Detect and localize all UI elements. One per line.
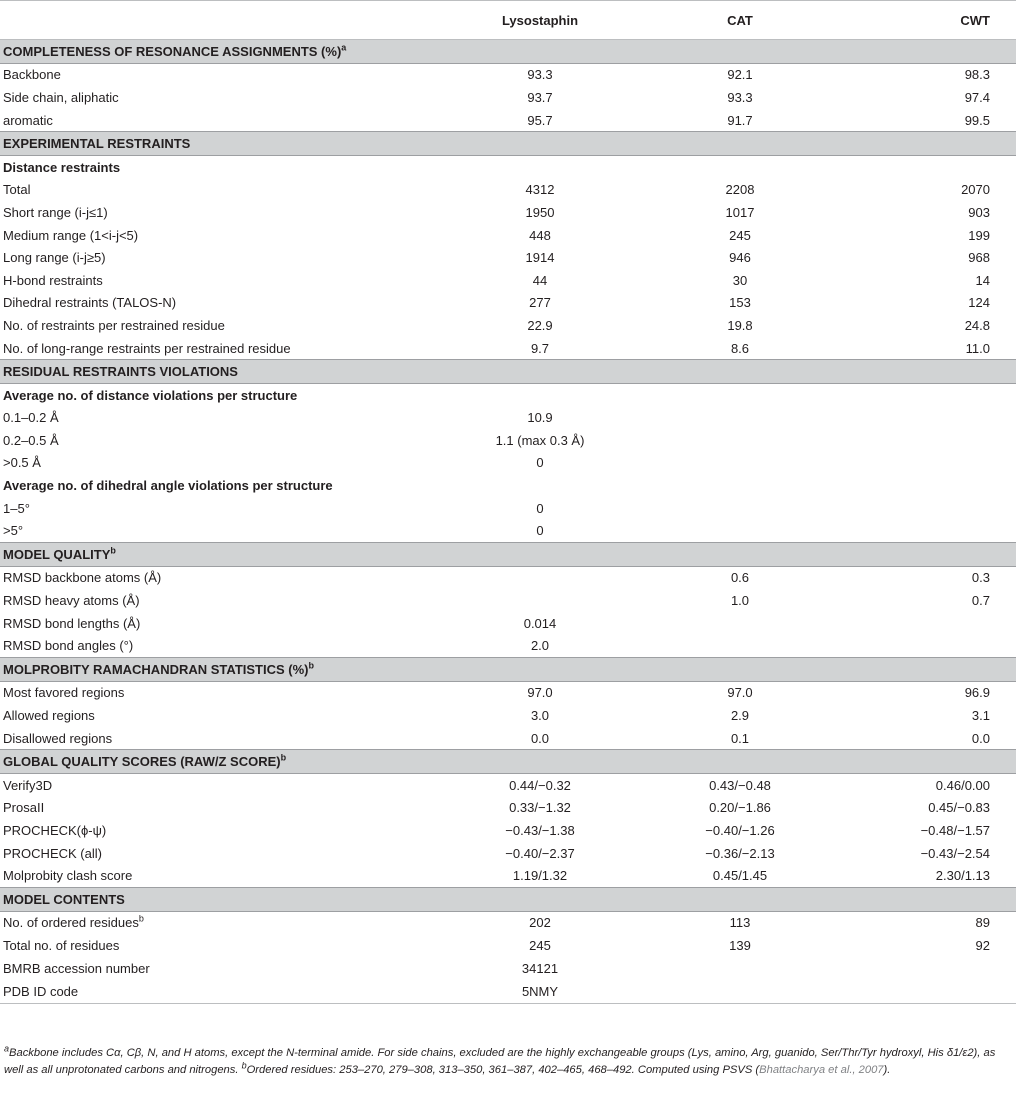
cwt-value: 0.45/−0.83	[928, 800, 990, 816]
footnote-mark: a	[341, 42, 347, 53]
cwt-value	[840, 429, 1016, 452]
section-header-row	[0, 360, 1016, 384]
section-title	[0, 658, 1016, 682]
section-title-text: GLOBAL QUALITY SCORES (RAW/Z SCORE)	[3, 754, 281, 770]
cat-value	[640, 612, 840, 635]
row-label	[0, 519, 440, 542]
table-row	[0, 269, 1016, 292]
row-label	[0, 864, 440, 887]
row-label	[0, 566, 440, 589]
footnote-mark: b	[280, 752, 287, 763]
row-label	[0, 774, 440, 797]
section-title-text: MODEL QUALITY	[3, 546, 111, 562]
row-label-text: Short range (i-j≤1)	[3, 204, 108, 220]
table-row	[0, 497, 1016, 520]
row-label-text: Molprobity clash score	[3, 868, 133, 884]
section-title	[0, 360, 1016, 384]
cat-value: −0.36/−2.13	[705, 845, 775, 861]
table-row	[0, 864, 1016, 887]
section-header-row	[0, 40, 1016, 64]
row-label-text: RMSD bond lengths (Å)	[3, 615, 141, 631]
cat-value	[640, 519, 840, 542]
row-label	[0, 704, 440, 727]
lysostaphin-value: 1.1 (max 0.3 Å)	[495, 432, 585, 448]
lysostaphin-value: 22.9	[527, 317, 553, 333]
cwt-value	[840, 957, 1016, 980]
cwt-value: 968	[968, 250, 990, 266]
cwt-value: 2.30/1.13	[935, 868, 990, 884]
table-row	[0, 63, 1016, 86]
row-label-text: PROCHECK(ϕ-ψ)	[3, 822, 107, 838]
lysostaphin-value: 1.19/1.32	[512, 868, 568, 884]
row-label	[0, 224, 440, 247]
row-label	[0, 337, 440, 360]
lysostaphin-value: 5NMY	[440, 979, 640, 1004]
lysostaphin-value: 202	[529, 915, 551, 931]
row-label	[0, 292, 440, 315]
table-row	[0, 246, 1016, 269]
lysostaphin-value: 9.7	[530, 340, 550, 356]
section-title-text: COMPLETENESS OF RESONANCE ASSIGNMENTS (%)	[3, 43, 342, 59]
footnote-mark: b	[110, 545, 116, 556]
cwt-value: 97.4	[964, 89, 990, 105]
cwt-value	[840, 519, 1016, 542]
row-label-text: RMSD backbone atoms (Å)	[3, 570, 162, 586]
row-label	[0, 797, 440, 820]
cwt-value	[840, 612, 1016, 635]
cwt-value	[840, 452, 1016, 475]
row-label-text: 0.1–0.2 Å	[3, 410, 59, 426]
table-row	[0, 979, 1016, 1004]
cwt-value: 0.46/0.00	[935, 777, 990, 793]
table-row	[0, 314, 1016, 337]
row-label	[0, 269, 440, 292]
row-label-text: H-bond restraints	[3, 272, 103, 288]
table-row	[0, 957, 1016, 980]
lysostaphin-value: 95.7	[527, 112, 553, 128]
cwt-value: 24.8	[964, 317, 990, 333]
lysostaphin-value: 1914	[525, 250, 555, 266]
row-label-text: Most favored regions	[3, 685, 125, 701]
row-label-text: PROCHECK (all)	[3, 845, 102, 861]
footnote-mark: b	[308, 660, 314, 671]
table-row	[0, 86, 1016, 109]
lysostaphin-value: 0	[536, 500, 544, 516]
lysostaphin-value: 93.3	[527, 67, 553, 83]
cat-value: 1.0	[730, 593, 750, 609]
row-label	[0, 612, 440, 635]
table-row	[0, 911, 1016, 934]
cat-value: 1017	[725, 204, 755, 220]
cat-value: 8.6	[730, 340, 750, 356]
cat-value: 19.8	[727, 317, 753, 333]
table-row	[0, 109, 1016, 132]
section-header-row	[0, 543, 1016, 567]
cwt-value	[840, 497, 1016, 520]
section-header-row	[0, 658, 1016, 682]
section-title-text: MODEL CONTENTS	[3, 891, 125, 907]
subsection-title: Average no. of dihedral angle violations per structure	[3, 478, 333, 494]
row-label	[0, 727, 440, 750]
row-label	[0, 634, 440, 657]
row-label-text: Medium range (1<i-j<5)	[3, 227, 139, 243]
subsection-row	[0, 474, 1016, 497]
lysostaphin-value: 0.44/−0.32	[509, 777, 571, 793]
cwt-value	[840, 634, 1016, 657]
table-row	[0, 452, 1016, 475]
lysostaphin-value: 0.33/−1.32	[509, 800, 571, 816]
lysostaphin-value: 97.0	[527, 685, 553, 701]
row-label	[0, 86, 440, 109]
row-label-text: 0.2–0.5 Å	[3, 432, 59, 448]
cat-value: 0.20/−1.86	[709, 800, 771, 816]
cat-value: 2.9	[730, 708, 750, 724]
section-header-row	[0, 887, 1016, 911]
row-label-text: >0.5 Å	[3, 455, 41, 471]
section-title	[0, 132, 1016, 156]
row-label-text: No. of ordered residues	[3, 915, 139, 931]
lysostaphin-value: 0	[536, 455, 544, 471]
row-label-text: RMSD heavy atoms (Å)	[3, 593, 140, 609]
table-footnote	[4, 1045, 1012, 1079]
header-cat: CAT	[640, 1, 840, 40]
cat-value: 91.7	[727, 112, 753, 128]
cat-value	[640, 497, 840, 520]
row-label-text: Side chain, aliphatic	[3, 89, 119, 105]
cwt-value: 98.3	[964, 67, 990, 83]
row-label	[0, 957, 440, 980]
cwt-value: 2070	[961, 182, 990, 198]
cwt-value: 14	[975, 272, 990, 288]
table-row	[0, 201, 1016, 224]
cat-value	[640, 407, 840, 430]
section-title-text: RESIDUAL RESTRAINTS VIOLATIONS	[3, 364, 238, 380]
table-row	[0, 292, 1016, 315]
lysostaphin-value: 34121	[521, 960, 559, 976]
cat-value	[640, 429, 840, 452]
lysostaphin-value: 2.0	[530, 638, 550, 654]
cat-value: 245	[729, 227, 751, 243]
lysostaphin-value: −0.40/−2.37	[505, 845, 575, 861]
section-header-row	[0, 750, 1016, 774]
header-cwt: CWT	[840, 1, 1016, 40]
footnote-b-text: Ordered residues: 253–270, 279–308, 313–350, 361–387, 402–465, 468–492. Computed using PSVS (	[246, 1064, 760, 1076]
row-label-text: No. of restraints per restrained residue	[3, 317, 225, 333]
cwt-value: 99.5	[964, 112, 990, 128]
lysostaphin-value	[440, 589, 640, 612]
table-row	[0, 842, 1016, 865]
row-label	[0, 842, 440, 865]
footnote-b-mark: b	[241, 1060, 247, 1071]
lysostaphin-value: 0.014	[523, 615, 557, 631]
section-title	[0, 750, 1016, 774]
row-label	[0, 589, 440, 612]
lysostaphin-value: 3.0	[530, 708, 550, 724]
table-row	[0, 704, 1016, 727]
table-row	[0, 589, 1016, 612]
row-label-text: No. of long-range restraints per restrained residue	[3, 340, 291, 356]
section-header-row	[0, 132, 1016, 156]
row-label-text: Verify3D	[3, 777, 53, 793]
lysostaphin-value: 93.7	[527, 89, 553, 105]
section-title-text: MOLPROBITY RAMACHANDRAN STATISTICS (%)	[3, 661, 309, 677]
cwt-value	[840, 407, 1016, 430]
row-label-text: aromatic	[3, 112, 53, 128]
cat-value: 92.1	[727, 67, 753, 83]
cat-value: 0.45/1.45	[712, 868, 768, 884]
subsection-row	[0, 155, 1016, 178]
table-row	[0, 934, 1016, 957]
cat-value	[640, 957, 840, 980]
row-label-text: BMRB accession number	[3, 960, 150, 976]
cwt-value: 11.0	[965, 340, 990, 356]
lysostaphin-value: 0.0	[530, 730, 550, 746]
row-label	[0, 911, 440, 934]
cat-value	[640, 979, 840, 1004]
lysostaphin-value: 448	[529, 227, 551, 243]
subsection-row	[0, 383, 1016, 406]
cwt-value: 0.0	[971, 730, 990, 746]
row-label-text: Disallowed regions	[3, 730, 113, 746]
row-label-text: 1–5°	[3, 500, 30, 516]
section-title-text: EXPERIMENTAL RESTRAINTS	[3, 136, 191, 152]
table-row	[0, 612, 1016, 635]
cat-value: 113	[729, 915, 751, 931]
row-label	[0, 63, 440, 86]
cwt-value: 199	[968, 227, 990, 243]
cat-value	[640, 634, 840, 657]
table-row	[0, 634, 1016, 657]
subsection-title: Distance restraints	[3, 159, 121, 175]
cat-value: 30	[732, 272, 748, 288]
cat-value: 93.3	[727, 89, 753, 105]
lysostaphin-value: 245	[529, 937, 551, 953]
cwt-value: −0.48/−1.57	[920, 822, 990, 838]
row-label	[0, 407, 440, 430]
cat-value	[640, 452, 840, 475]
footnote-end: ).	[883, 1064, 891, 1076]
section-title	[0, 40, 1016, 64]
lysostaphin-value: 10.9	[527, 410, 553, 426]
row-label-text: Total	[3, 182, 31, 198]
row-label	[0, 681, 440, 704]
table-row	[0, 429, 1016, 452]
cwt-value: 89	[975, 915, 990, 931]
table-row	[0, 337, 1016, 360]
cwt-value: 92	[975, 937, 990, 953]
header-row	[0, 1, 1016, 40]
row-label	[0, 452, 440, 475]
table-row	[0, 566, 1016, 589]
row-label	[0, 246, 440, 269]
table-row	[0, 224, 1016, 247]
row-label	[0, 201, 440, 224]
row-label-text: ProsaII	[3, 800, 45, 816]
row-label-text: >5°	[3, 523, 24, 539]
table-row	[0, 407, 1016, 430]
cat-value: 139	[729, 937, 751, 953]
row-label-text: Backbone	[3, 67, 61, 83]
row-label	[0, 497, 440, 520]
row-label	[0, 109, 440, 132]
header-lysostaphin: Lysostaphin	[440, 1, 640, 40]
cat-value: 97.0	[727, 685, 753, 701]
row-label-text: Total no. of residues	[3, 937, 120, 953]
row-label	[0, 979, 440, 1004]
section-title	[0, 543, 1016, 567]
lysostaphin-value	[440, 566, 640, 589]
cwt-value: 124	[968, 295, 990, 311]
lysostaphin-value: 1950	[525, 204, 555, 220]
row-label-text: PDB ID code	[3, 983, 79, 999]
table-row	[0, 519, 1016, 542]
cat-value: 153	[729, 295, 751, 311]
table-row	[0, 681, 1016, 704]
row-label	[0, 934, 440, 957]
cwt-value: 96.9	[964, 685, 990, 701]
cwt-value: 3.1	[971, 708, 990, 724]
table-row	[0, 179, 1016, 202]
lysostaphin-value: 44	[532, 272, 548, 288]
table-body	[0, 40, 1016, 1004]
cwt-value: −0.43/−2.54	[920, 845, 990, 861]
subsection-title: Average no. of distance violations per structure	[3, 387, 298, 403]
table-row	[0, 819, 1016, 842]
lysostaphin-value: 277	[529, 295, 551, 311]
header-label-column	[0, 1, 440, 40]
table-row	[0, 774, 1016, 797]
cwt-value	[840, 979, 1016, 1004]
section-title	[0, 887, 1016, 911]
lysostaphin-value: −0.43/−1.38	[505, 822, 575, 838]
row-label-text: RMSD bond angles (°)	[3, 638, 134, 654]
lysostaphin-value: 4312	[525, 182, 555, 198]
row-label-text: Long range (i-j≥5)	[3, 250, 106, 266]
footnote-a-text: Backbone includes Cα, Cβ, N, and H atoms, except the N-terminal amide. For side chains, excluded are the highly exchangeable groups (Lys, amino, Arg, guanido, Ser/Thr/Tyr hydroxyl, His δ1/ε2), as well as all unprotonated carbons and nitrogens.	[4, 1047, 996, 1076]
table-row	[0, 797, 1016, 820]
table-row	[0, 727, 1016, 750]
cat-value: 0.1	[730, 730, 750, 746]
row-label	[0, 179, 440, 202]
row-label	[0, 819, 440, 842]
footnote-a-mark: a	[4, 1043, 10, 1054]
footnote-mark: b	[138, 914, 144, 925]
citation-link[interactable]: Bhattacharya et al., 2007	[759, 1064, 884, 1076]
cat-value: −0.40/−1.26	[705, 822, 775, 838]
cwt-value: 0.3	[971, 570, 990, 586]
cat-value: 2208	[725, 182, 755, 198]
cwt-value: 903	[968, 204, 990, 220]
lysostaphin-value: 0	[536, 523, 544, 539]
row-label-text: Dihedral restraints (TALOS-N)	[3, 295, 177, 311]
cat-value: 0.43/−0.48	[709, 777, 771, 793]
row-label	[0, 314, 440, 337]
row-label-text: Allowed regions	[3, 708, 95, 724]
cat-value: 946	[729, 250, 751, 266]
row-label	[0, 429, 440, 452]
cwt-value: 0.7	[971, 593, 990, 609]
cat-value: 0.6	[730, 570, 750, 586]
